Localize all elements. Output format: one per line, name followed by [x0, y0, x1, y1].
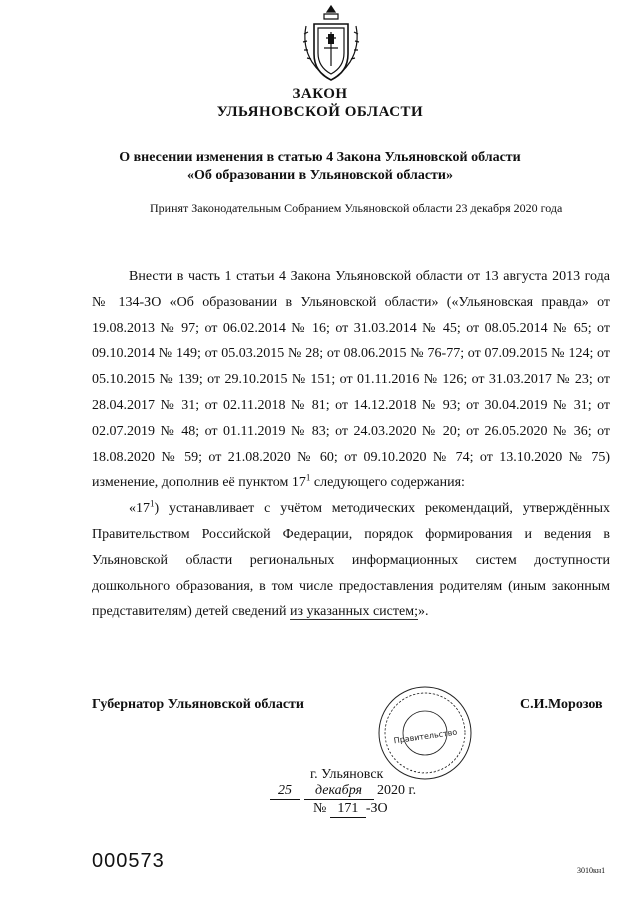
coat-of-arms-emblem	[300, 4, 362, 84]
number-suffix: -ЗО	[365, 801, 388, 816]
date-year: 2020 г.	[377, 783, 417, 798]
place-of-signing: г. Ульяновск	[310, 767, 384, 782]
number-value: 171	[330, 801, 366, 818]
signatory-name: С.И.Морозов	[520, 697, 603, 712]
underlined-phrase: из указанных систем;	[290, 604, 418, 620]
law-body	[92, 264, 610, 625]
body-paragraph-1: Внести в часть 1 статьи 4 Закона Ульяновской области от 13 августа 2013 года № 134-ЗО «Об образовании в Ульяновской области» («Ульяновская правда» от 19.08.2013 № 97; от 06.02.2014 № 16; от 31.03.2014 № 45; от 08.05.2014 № 65; от 09.10.2014 № 149; от 05.03.2015 № 28; от 08.06.2015 № 76-77; от 07.09.2015 № 124; от 05.10.2015 № 139; от 29.10.2015 № 151; от 01.11.2016 № 126; от 31.03.2017 № 23; от 28.04.2017 № 31; от 02.11.2018 № 81; от 14.12.2018 № 93; от 30.04.2019 № 31; от 02.07.2019 № 48; от 01.11.2019 № 83; от 24.03.2020 № 20; от 26.05.2020 № 36; от 18.08.2020 № 59; от 21.08.2020 № 60; от 09.10.2020 № 74; от 13.10.2020 № 75) изменение, дополнив её пунктом $17^1$ следующего содержания:	[92, 269, 610, 491]
law-subject-line-1: О внесении изменения в статью 4 Закона Ульяновской области	[119, 150, 521, 165]
stamp-center-text: Правительство	[393, 727, 458, 746]
date-day: 25	[270, 783, 300, 800]
region-heading: УЛЬЯНОВСКОЙ ОБЛАСТИ	[216, 104, 424, 120]
signatory-title: Губернатор Ульяновской области	[92, 697, 304, 712]
signing-date	[270, 783, 450, 800]
number-prefix: №	[313, 801, 327, 816]
law-number	[313, 801, 388, 818]
document-type-heading: ЗАКОН	[292, 86, 348, 102]
adoption-note: Принят Законодательным Собранием Ульяновской области 23 декабря 2020 года	[150, 201, 563, 215]
law-subject-line-2: «Об образовании в Ульяновской области»	[187, 168, 453, 183]
print-code: 3010кн1	[577, 866, 606, 875]
body-paragraph-2: «$17^1$) устанавливает с учётом методических рекомендаций, утверждённых Правительством Российской Федерации, порядок формирования и ведения в Ульяновской области региональных информационных систем доступности дошкольного образования, в том числе предоставления родителям (иным законным представителям) детей сведений из указанных систем;».	[92, 498, 610, 620]
official-seal-stamp	[375, 683, 475, 783]
date-month: декабря	[304, 783, 374, 800]
registry-number: 000573	[92, 850, 165, 872]
